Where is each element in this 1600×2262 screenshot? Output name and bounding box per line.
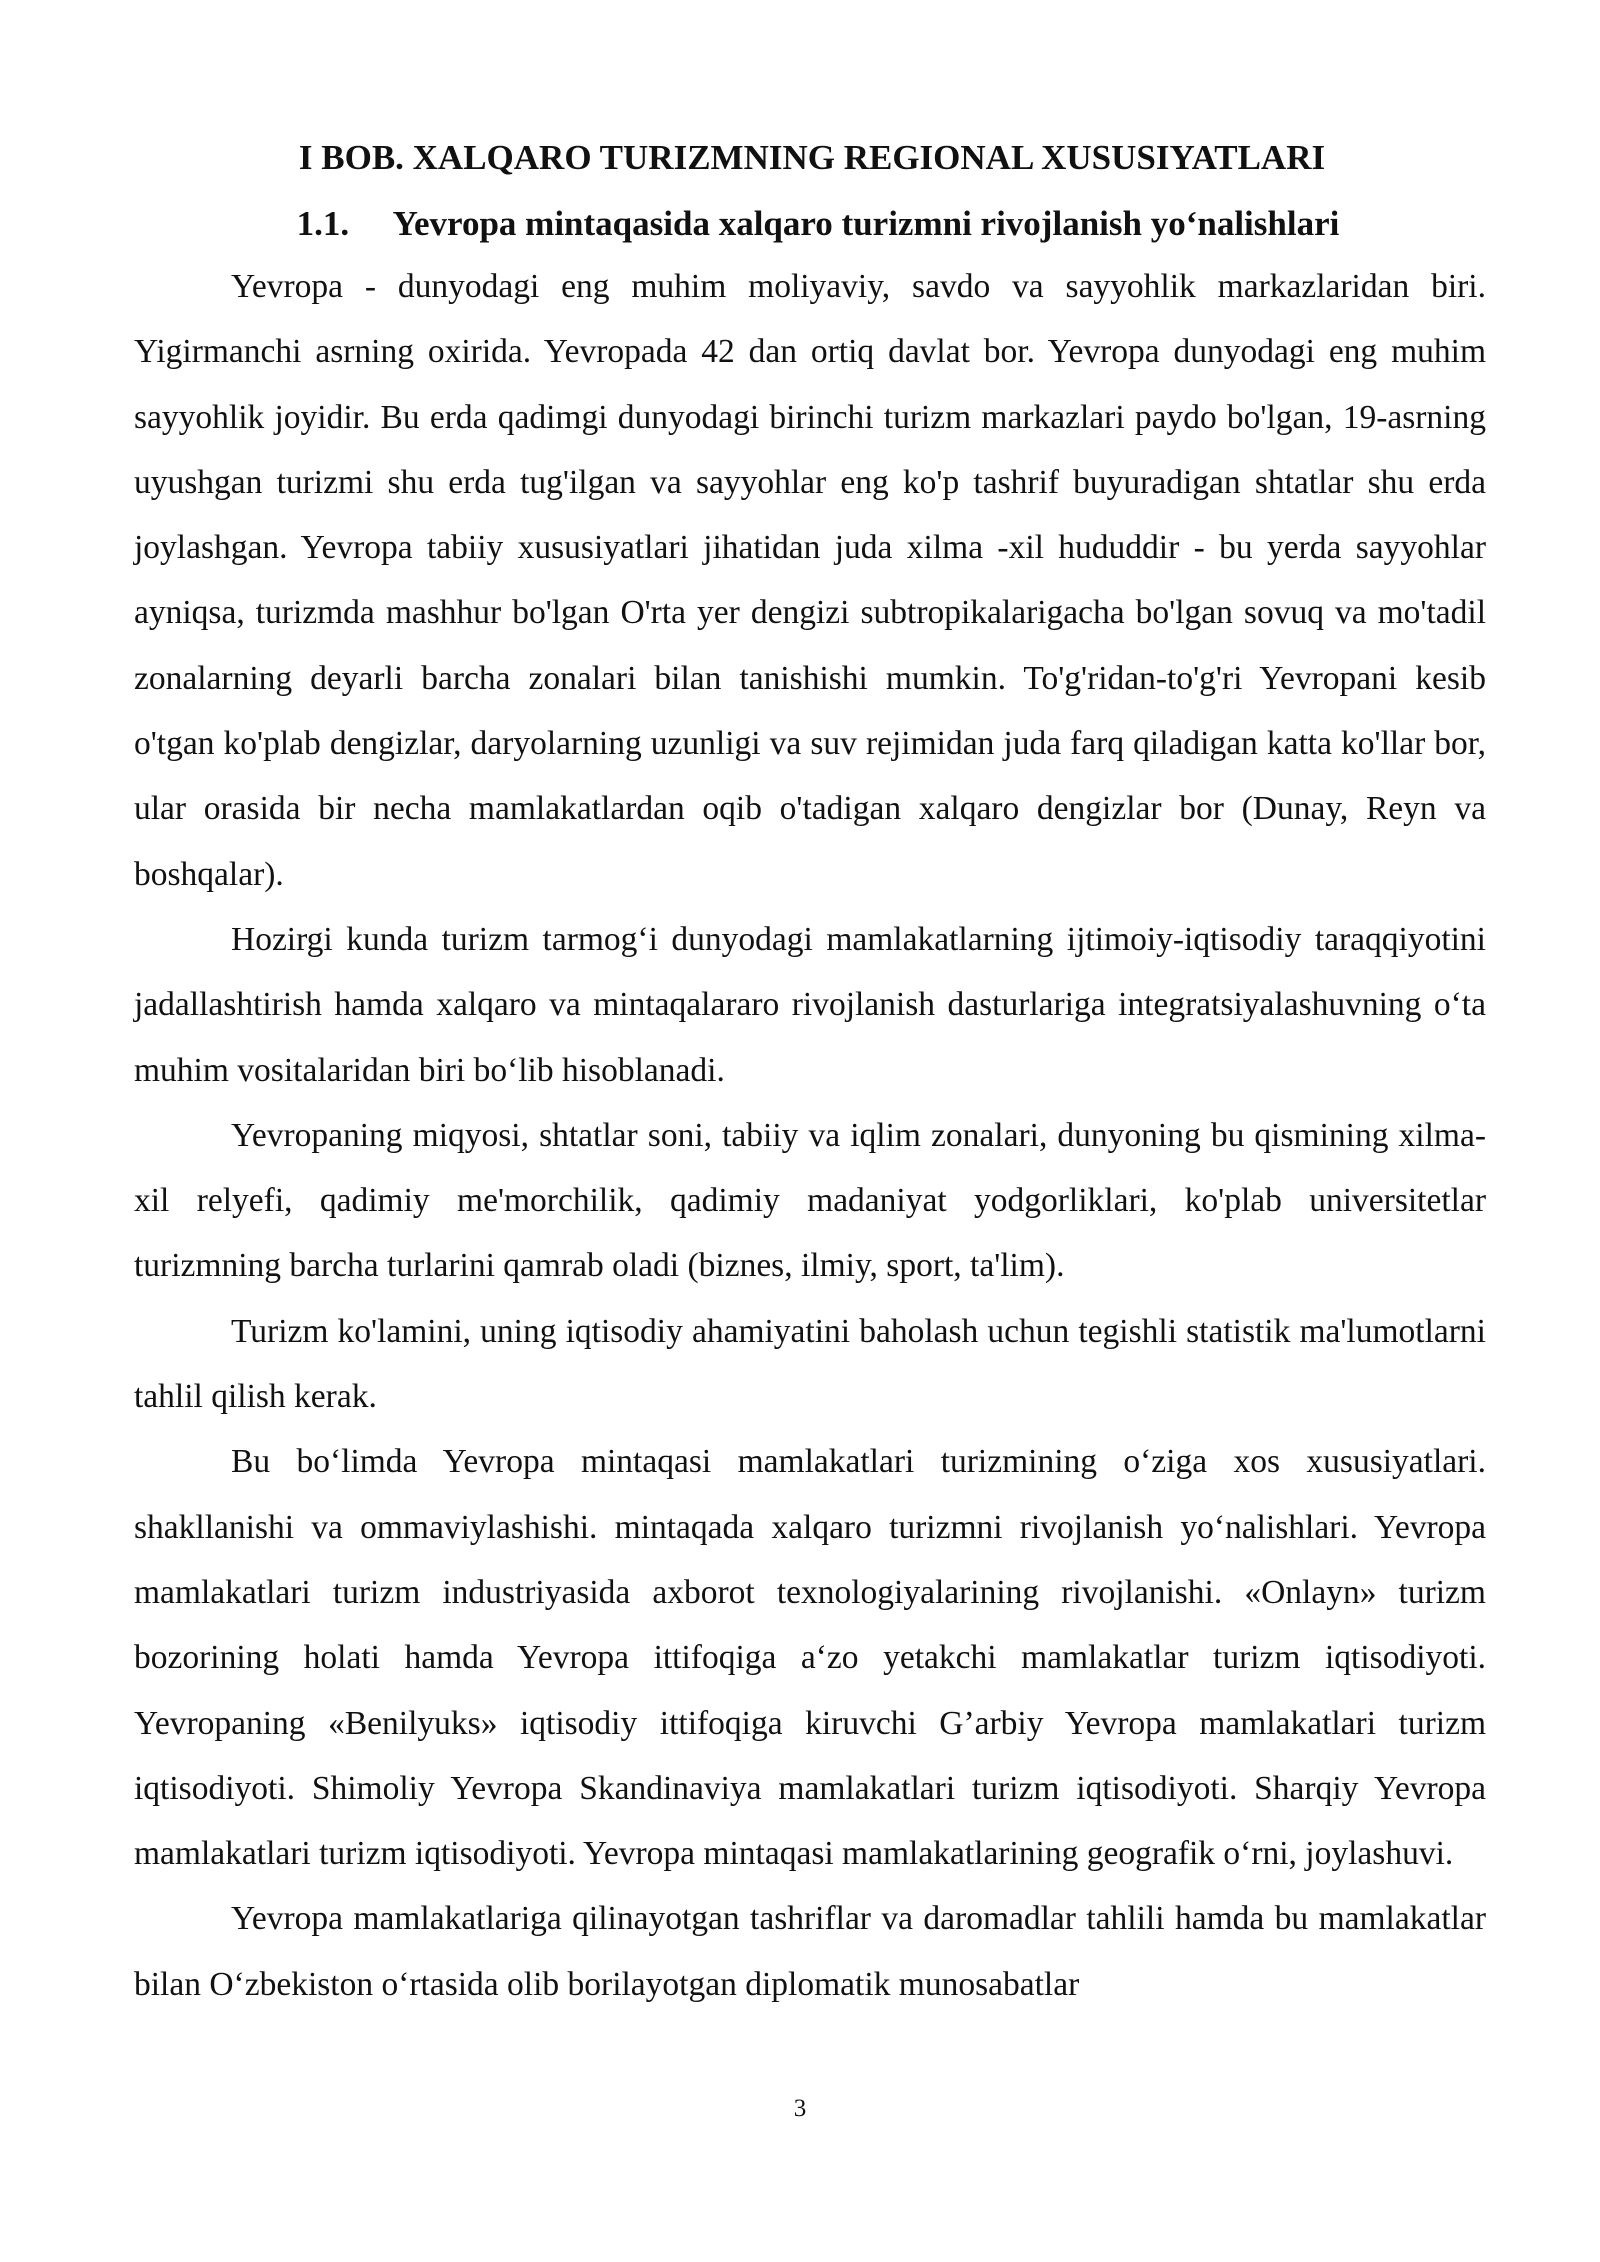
paragraph-5: Bu bo‘limda Yevropa mintaqasi mamlakatlari turizmining o‘ziga xos xususiyatlari. shakllanishi va ommaviylashishi. mintaqada xalqaro turizmni rivojlanish yo‘nalishlari. Yevropa mamlakatlari turizm industriyasida axborot texnologiyalarining rivojlanishi. «Onlayn» turizm bozorining holati hamda Yevropa ittifoqiga a‘zo yetakchi mamlakatlar turizm iqtisodiyoti. Yevropaning «Benilyuks» iqtisodiy ittifoqiga kiruvchi G’arbiy Yevropa mamlakatlari turizm iqtisodiyoti. Shimoliy Yevropa Skandinaviya mamlakatlari turizm iqtisodiyoti. Sharqiy Yevropa mamlakatlari turizm iqtisodiyoti. Yevropa mintaqasi mamlakatlarining geografik o‘rni, joylashuvi.: [134, 1443, 1486, 1873]
document-page: [134, 128, 1486, 2017]
section-title: Yevropa mintaqasida xalqaro turizmni rivojlanish yo‘nalishlari: [392, 204, 1340, 243]
paragraph-1: Yevropa - dunyodagi eng muhim moliyaviy, savdo va sayyohlik markazlaridan biri. Yigirmanchi asrning oxirida. Yevropada 42 dan ortiq davlat bor. Yevropa dunyodagi eng muhim sayyohlik joyidir. Bu erda qadimgi dunyodagi birinchi turizm markazlari paydo bo'lgan, 19-asrning uyushgan turizmi shu erda tug'ilgan va sayyohlar eng ko'p tashrif buyuradigan shtatlar shu erda joylashgan. Yevropa tabiiy xususiyatlari jihatidan juda xilma -xil hududdir - bu yerda sayyohlar ayniqsa, turizmda mashhur bo'lgan O'rta yer dengizi subtropikalarigacha bo'lgan sovuq va mo'tadil zonalarning deyarli barcha zonalari bilan tanishishi mumkin. To'g'ridan-to'g'ri Yevropani kesib o'tgan ko'plab dengizlar, daryolarning uzunligi va suv rejimidan juda farq qiladigan katta ko'llar bor, ular orasida bir necha mamlakatlardan oqib o'tadigan xalqaro dengizlar bor (Dunay, Reyn va boshqalar).: [134, 268, 1486, 893]
paragraph-3: Yevropaning miqyosi, shtatlar soni, tabiiy va iqlim zonalari, dunyoning bu qismining xilma-xil relyefi, qadimiy me'morchilik, qadimiy madaniyat yodgorliklari, ko'plab universitetlar turizmning barcha turlarini qamrab oladi (biznes, ilmiy, sport, ta'lim).: [134, 1116, 1486, 1285]
chapter-title: I BOB. XALQARO TURIZMNING REGIONAL XUSUSIYATLARI: [298, 138, 1326, 177]
paragraph-6: Yevropa mamlakatlariga qilinayotgan tashriflar va daromadlar tahlili hamda bu mamlakatlar bilan O‘zbekiston o‘rtasida olib borilayotgan diplomatik munosabatlar: [134, 1900, 1486, 2003]
page-number: 3: [793, 2095, 807, 2122]
section-heading: [134, 194, 1486, 254]
paragraph-2: Hozirgi kunda turizm tarmog‘i dunyodagi mamlakatlarning ijtimoiy-iqtisodiy taraqqiyotini jadallashtirish hamda xalqaro va mintaqalararo rivojlanish dasturlariga integratsiyalashuvning o‘ta muhim vositalaridan biri bo‘lib hisoblanadi.: [134, 920, 1486, 1089]
section-number: 1.1.: [296, 204, 350, 243]
paragraph-4: Turizm ko'lamini, uning iqtisodiy ahamiyatini baholash uchun tegishli statistik ma'lumotlarni tahlil qilish kerak.: [134, 1312, 1486, 1416]
